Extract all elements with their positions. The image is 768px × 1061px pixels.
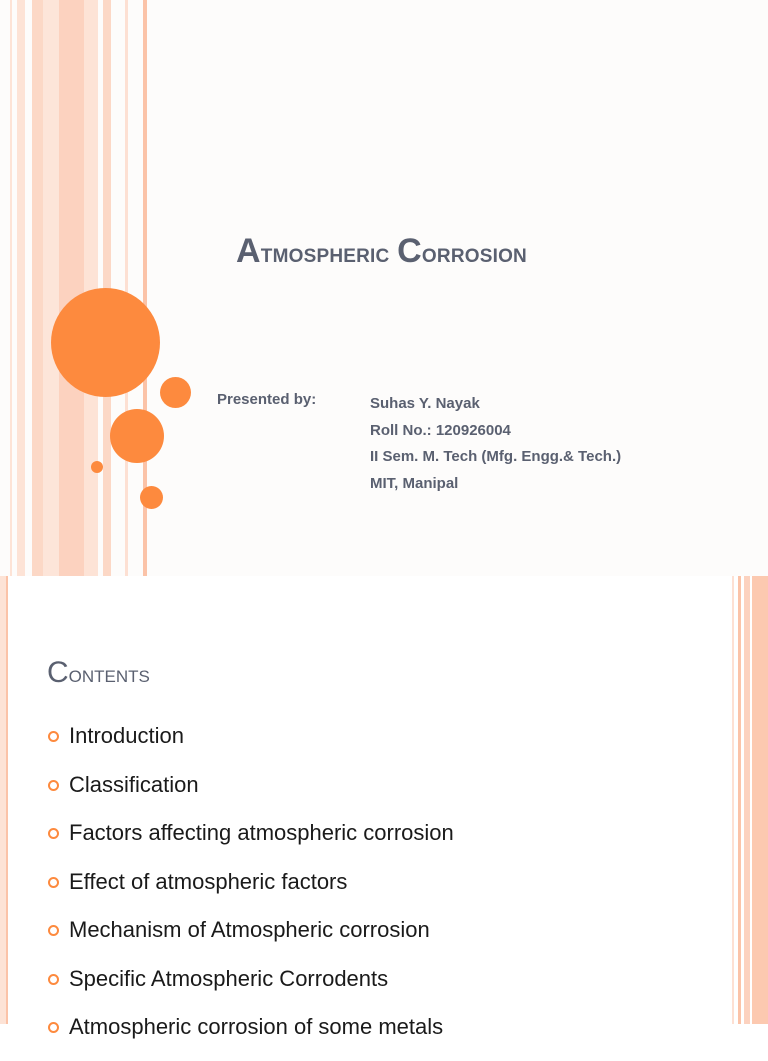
title-initial: C xyxy=(397,232,422,270)
presenter-institute: MIT, Manipal xyxy=(370,474,459,492)
list-item xyxy=(47,1012,454,1061)
bullet-icon xyxy=(48,974,59,985)
decor-circle-tiny xyxy=(91,461,103,473)
presenter-details xyxy=(370,391,621,497)
list-item xyxy=(47,867,454,916)
list-item-label: Effect of atmospheric factors xyxy=(69,868,348,894)
list-item-label: Introduction xyxy=(69,723,184,748)
bullet-icon xyxy=(48,731,59,742)
bullet-icon xyxy=(48,828,59,839)
list-item xyxy=(47,915,454,964)
decor-stripe xyxy=(43,0,59,576)
decor-stripe xyxy=(732,576,734,1024)
list-item-label: Mechanism of Atmospheric corrosion xyxy=(69,917,430,942)
bullet-icon xyxy=(48,780,59,791)
title-word: tmospheric xyxy=(260,238,390,268)
presented-by-label: Presented by: xyxy=(217,391,317,408)
contents-list xyxy=(47,721,454,1061)
bullet-icon xyxy=(48,925,59,936)
list-item-label: Specific Atmospheric Corrodents xyxy=(69,965,389,991)
list-item-label: Factors affecting atmospheric corrosion xyxy=(69,820,454,845)
list-item xyxy=(47,770,454,819)
decor-circle-small xyxy=(140,486,163,509)
list-item-label: Classification xyxy=(69,771,199,797)
heading-initial: C xyxy=(47,656,69,689)
decor-stripe xyxy=(6,576,8,1024)
presenter-name: Suhas Y. Nayak xyxy=(370,395,480,412)
list-item xyxy=(47,721,454,770)
contents-heading xyxy=(47,656,150,690)
decor-stripe xyxy=(738,576,741,1024)
presenter-program: II Sem. M. Tech (Mfg. Engg.& Tech.) xyxy=(370,448,622,465)
decor-stripe xyxy=(125,0,128,576)
decor-stripe xyxy=(752,576,768,1024)
decor-stripe xyxy=(17,0,25,576)
heading-word: ontents xyxy=(68,661,150,688)
bullet-icon xyxy=(48,877,59,888)
bullet-icon xyxy=(48,1022,59,1033)
title-initial: A xyxy=(236,232,261,270)
list-item-label: Atmospheric corrosion of some metals xyxy=(69,1014,444,1039)
title-word: orrosion xyxy=(421,238,527,268)
decor-stripe xyxy=(10,0,12,576)
decor-circle-large xyxy=(51,288,160,397)
decor-circle-small xyxy=(160,377,191,408)
decor-stripe xyxy=(59,0,84,576)
list-item xyxy=(47,964,454,1013)
slide-title xyxy=(236,232,756,271)
presenter-roll-no: Roll No.: 120926004 xyxy=(370,421,511,439)
decor-circle-medium xyxy=(110,409,164,463)
decor-stripe xyxy=(32,0,43,576)
list-item xyxy=(47,818,454,867)
contents-slide xyxy=(0,576,768,1039)
